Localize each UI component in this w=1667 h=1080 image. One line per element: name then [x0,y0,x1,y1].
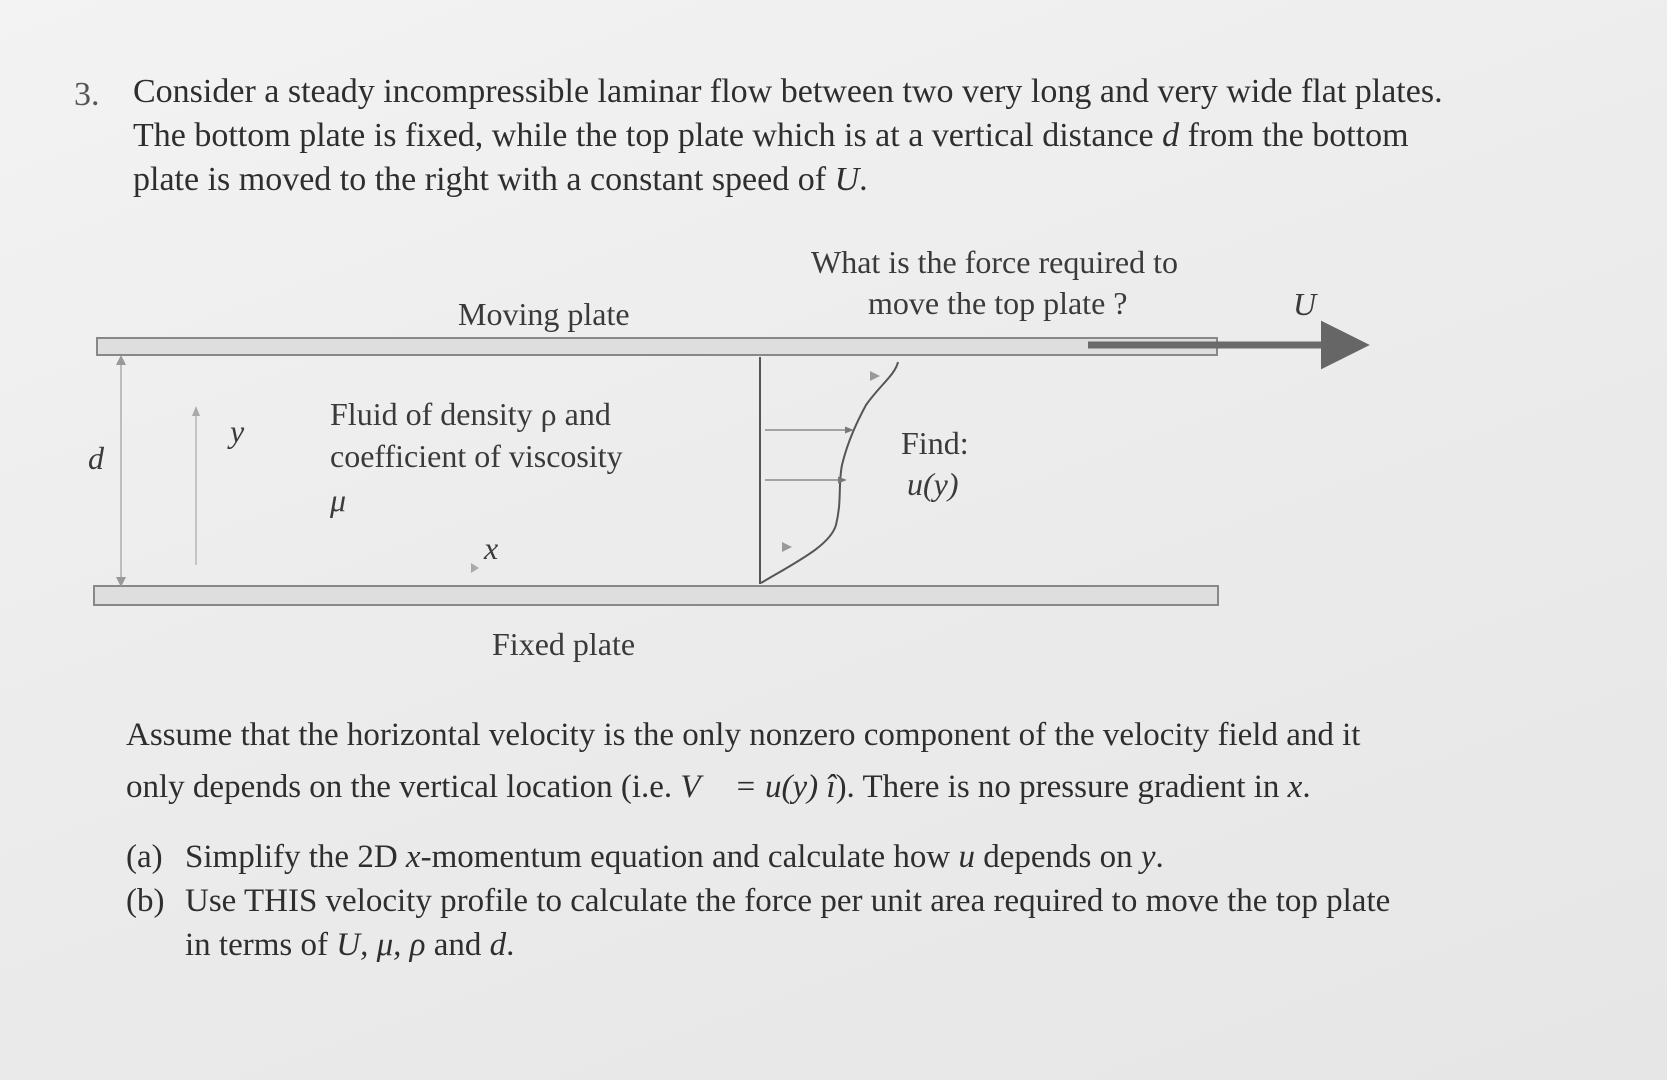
assumption-line-2-end: . [1302,769,1311,805]
part-a-text [185,835,1164,879]
assumption-line-2-a: only depends on the vertical location (i.e. [126,769,681,805]
fluid-description-line-2: coefficient of viscosity [330,438,623,474]
velocity-profile-curve [761,362,898,583]
part-a-text-d: . [1155,839,1164,875]
moving-plate-label: Moving plate [458,296,630,332]
velocity-arrow-top-tip [870,371,880,381]
fluid-viscosity-symbol: μ [330,482,347,518]
fixed-plate-label: Fixed plate [492,626,636,662]
x-label: x [484,530,499,566]
d-label: d [88,440,104,476]
problem-number: 3. [74,76,100,113]
fluid-description-line-1: Fluid of density ρ and [330,396,611,432]
x-axis-arrow [471,563,479,573]
part-b-var-d: d [489,927,507,963]
assumption-line-2 [126,765,1311,809]
part-a-label: (a) [126,839,163,875]
part-a-var-x: x [405,839,421,875]
find-label: Find: [901,425,969,461]
part-b-vars: U, μ, ρ [336,927,426,963]
intro-var-U: U [834,161,860,198]
plate-speed-label: U [1293,286,1317,322]
intro-var-d: d [1162,117,1180,154]
intro-line-3-text: plate is moved to the right with a constant speed of [133,161,827,198]
intro-line-2-tail: from the bottom [1179,117,1409,154]
part-b-line-2-a: in terms of [185,927,337,963]
assumption-line-1: Assume that the horizontal velocity is the only nonzero component of the velocity field and it [126,717,1361,753]
force-question-line-2: move the top plate ? [868,285,1128,321]
force-question-line-1: What is the force required to [811,244,1178,280]
part-a-text-b: -momentum equation and calculate how [420,839,959,875]
velocity-vector-expression: V⃗ = u(y) î [680,769,836,805]
part-a-var-y: y [1140,839,1156,875]
part-b-line-2-b: and [425,927,490,963]
velocity-arrow-bottom-tip [782,542,792,552]
intro-end: . [859,161,868,198]
part-b-line-1: Use THIS velocity profile to calculate the force per unit area required to move the top plate [185,883,1391,919]
fixed-plate [94,586,1218,605]
part-a-text-a: Simplify the 2D [185,839,406,875]
part-b-label: (b) [126,883,165,919]
intro-line-2-text: The bottom plate is fixed, while the top plate which is at a vertical distance [133,117,1154,154]
part-b-line-2 [185,923,514,967]
part-b-line-2-end: . [506,927,515,963]
assumption-var-x: x [1287,769,1303,805]
intro-line-1: Consider a steady incompressible laminar flow between two very long and very wide flat plates. [133,73,1443,110]
assumption-line-2-b: ). There is no pressure gradient in [835,769,1288,805]
part-a-var-u: u [958,839,975,875]
find-expression: u(y) [907,466,959,502]
part-a-text-c: depends on [975,839,1141,875]
y-label: y [230,413,245,449]
moving-plate [97,338,1217,355]
